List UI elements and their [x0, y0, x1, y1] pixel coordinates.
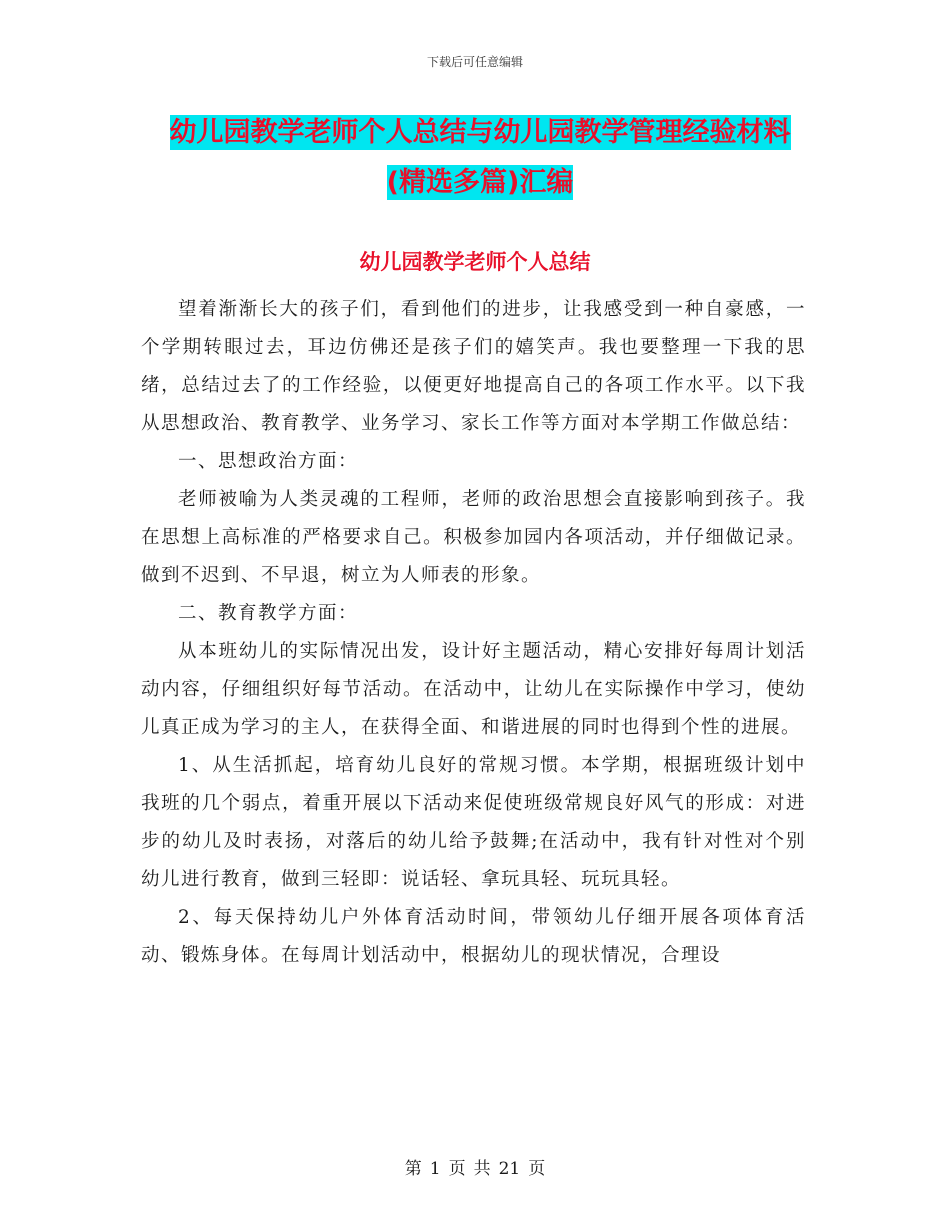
footer-total-suffix: 页	[528, 1159, 546, 1179]
footer-total-prefix: 共	[473, 1159, 491, 1179]
paragraph-politics: 老师被喻为人类灵魂的工程师，老师的政治思想会直接影响到孩子。我在思想上高标准的严格要求自己。积极参加园内各项活动，并仔细做记录。做到不迟到、不早退，树立为人师表的形象。	[141, 489, 806, 586]
paragraph-item-2: 2、每天保持幼儿户外体育活动时间，带领幼儿仔细开展各项体育活动、锻炼身体。在每周计划活动中，根据幼儿的现状情况，合理设	[141, 907, 806, 966]
paragraph-teaching: 从本班幼儿的实际情况出发，设计好主题活动，精心安排好每周计划活动内容，仔细组织好每节活动。在活动中，让幼儿在实际操作中学习，使幼儿真正成为学习的主人，在获得全面、和谐进展的同时也得到个性的进展。	[141, 641, 806, 738]
paragraph-item-1: 1、从生活抓起，培育幼儿良好的常规习惯。本学期，根据班级计划中我班的几个弱点，着重开展以下活动来促使班级常规良好风气的形成：对进步的幼儿及时表扬，对落后的幼儿给予鼓舞;在活动中，我有针对性对个别幼儿进行教育，做到三轻即：说话轻、拿玩具轻、玩玩具轻。	[141, 755, 806, 890]
footer-page-mid: 页	[448, 1159, 466, 1179]
paragraph-heading-teaching: 二、教育教学方面：	[178, 603, 359, 624]
document-title-line1: 幼儿园教学老师个人总结与幼儿园教学管理经验材料	[169, 117, 791, 148]
header-note: 下载后可任意编辑	[426, 55, 523, 69]
paragraph-heading-politics: 一、思想政治方面：	[178, 451, 359, 472]
footer-total-pages: 21	[498, 1159, 521, 1179]
document-body	[141, 291, 806, 975]
footer-page-number: 1	[429, 1159, 441, 1179]
document-title	[140, 108, 820, 208]
document-title-line2: (精选多篇)汇编	[386, 167, 574, 198]
page-footer	[0, 1154, 950, 1179]
paragraph-intro: 望着渐渐长大的孩子们，看到他们的进步，让我感受到一种自豪感，一个学期转眼过去，耳边仿佛还是孩子们的嬉笑声。我也要整理一下我的思绪，总结过去了的工作经验，以便更好地提高自己的各项工作水平。以下我从思想政治、教育教学、业务学习、家长工作等方面对本学期工作做总结：	[141, 299, 806, 434]
section-title: 幼儿园教学老师个人总结	[359, 250, 591, 274]
footer-page-prefix: 第	[404, 1159, 422, 1179]
